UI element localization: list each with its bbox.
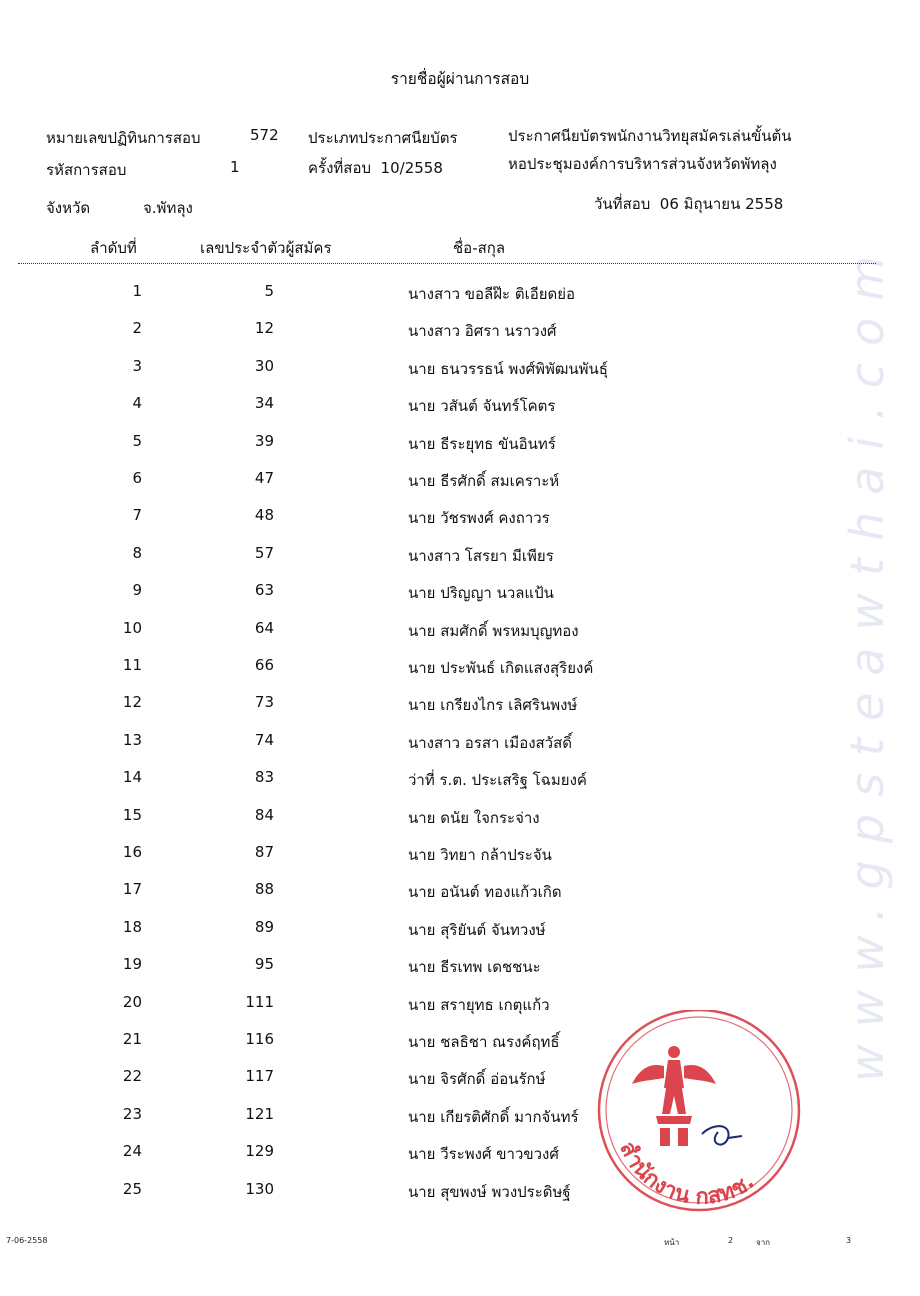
table-row [0,282,920,319]
table-row [0,656,920,693]
candidate-name: นาย ชลธิชา ณรงค์ฤทธิ์ [408,1033,560,1051]
page-total: 3 [846,1236,852,1245]
table-row [0,731,920,768]
table-row [0,357,920,394]
candidate-name: นาย สุขพงษ์ พวงประดิษฐ์ [408,1182,571,1201]
province-label: จังหวัด [46,199,91,217]
candidate-id: 39 [254,431,274,450]
table-row [0,394,920,431]
row-number: 22 [122,1067,142,1086]
candidate-name: นาย ประพันธ์ เกิดแสงสุริยงค์ [408,659,594,677]
row-number: 24 [122,1142,142,1161]
column-header-name: ชื่อ-สกุล [453,239,506,257]
row-number: 11 [122,656,142,674]
exam-round-label: ครั้งที่สอบ [308,159,371,177]
column-header-no: ลำดับที่ [90,239,137,257]
stamp-text: สำนักงาน กสทช. [614,1137,760,1210]
candidate-name: นาย วัชรพงศ์ คงถาวร [408,509,550,528]
row-number: 16 [122,843,142,861]
candidate-name: นาย จิรศักดิ์ อ่อนรักษ์ [408,1070,546,1089]
table-row [0,619,920,656]
exam-round-value: 10/2558 [380,159,443,177]
candidate-name: นาย ปริญญา นวลแป้น [408,584,554,603]
row-number: 8 [132,543,142,562]
candidate-id: 83 [254,768,274,787]
candidate-id: 73 [254,693,274,712]
document-title: รายชื่อผู้ผ่านการสอบ [390,70,530,88]
row-number: 14 [122,768,142,787]
candidate-name: นาย เกียรติศักดิ์ มากจันทร์ [408,1107,579,1126]
row-number: 25 [122,1179,142,1198]
table-row [0,432,920,469]
row-number: 18 [122,917,142,936]
candidate-name: นางสาว โสรยา มีเพียร [408,546,554,565]
table-row [0,581,920,618]
office-seal-stamp [594,1010,804,1220]
row-number: 17 [122,880,142,899]
candidate-id: 95 [254,955,274,974]
garuda-emblem-icon [632,1046,716,1146]
candidate-id: 129 [245,1142,274,1161]
row-number: 21 [122,1030,142,1048]
province-value: จ.พัทลุง [143,199,193,217]
cert-type-value: ประกาศนียบัตรพนักงานวิทยุสมัครเล่นขั้นต้น [508,127,792,145]
table-row [0,806,920,843]
table-row [0,469,920,506]
table-row [0,693,920,730]
exam-date [594,192,783,216]
table-row [0,506,920,543]
candidate-id: 30 [254,356,274,375]
permit-label: หมายเลขปฏิทินการสอบ [46,129,201,147]
row-number: 2 [132,319,142,338]
candidate-id: 117 [245,1067,274,1086]
exam-venue: หอประชุมองค์การบริหารส่วนจังหวัดพัทลุง [508,155,777,173]
candidate-name: นาย ธีรศักดิ์ สมเคราะห์ [408,472,560,490]
candidate-name: นาย สมศักดิ์ พรหมบุญทอง [408,621,579,640]
table-row [0,768,920,805]
row-number: 1 [132,282,142,300]
candidate-name: นาย ธีรเทพ เดชชนะ [408,958,541,977]
row-number: 19 [122,955,142,974]
candidate-id: 34 [254,394,274,413]
table-row [0,319,920,356]
table-row [0,880,920,917]
row-number: 3 [132,356,142,375]
column-header-id: เลขประจำตัวผู้สมัคร [200,239,332,257]
candidate-id: 12 [254,319,274,338]
candidate-id: 87 [254,843,274,861]
candidate-name: นาย วีระพงศ์ ขาวขวงศ์ [408,1145,559,1164]
permit-value: 572 [250,126,279,144]
candidate-name: นางสาว อิศรา นราวงศ์ [408,322,557,341]
exam-date-value: 06 มิถุนายน 2558 [659,195,784,213]
table-row [0,918,920,955]
row-number: 13 [122,730,142,749]
page-of-label: จาก [756,1238,771,1247]
row-number: 4 [132,394,142,413]
candidate-name: นาย อนันต์ ทองแก้วเกิด [408,883,562,902]
candidate-name: นาย สุริยันต์ จันทวงษ์ [408,920,546,939]
header-divider [18,263,876,264]
row-number: 9 [132,581,142,600]
candidate-name: นาย วสันต์ จันทร์โคตร [408,397,556,416]
watermark-text: www.gpsteawthai.com [840,238,894,1082]
row-number: 5 [132,431,142,450]
candidate-name: นาย วิทยา กล้าประจัน [408,846,552,864]
candidate-id: 48 [254,506,274,525]
candidate-id: 111 [245,992,274,1011]
candidate-id: 64 [254,618,274,637]
row-number: 10 [122,618,142,637]
page-current: 2 [728,1236,734,1245]
candidate-id: 57 [254,543,274,562]
candidate-name: นาย ดนัย ใจกระจ่าง [408,808,540,827]
exam-round [308,156,443,180]
row-number: 7 [132,506,142,525]
candidate-id: 5 [264,282,274,300]
candidate-name: นาย เกรียงไกร เลิศรินพงษ์ [408,696,578,715]
candidate-name: นางสาว อรสา เมืองสวัสดิ์ [408,733,573,752]
cert-type-label: ประเภทประกาศนียบัตร [308,129,458,147]
row-number: 15 [122,805,142,824]
candidate-name: ว่าที่ ร.ต. ประเสริฐ โฉมยงค์ [408,771,587,790]
row-number: 20 [122,992,142,1011]
candidate-id: 121 [245,1104,274,1123]
candidate-id: 88 [254,880,274,899]
exam-date-label: วันที่สอบ [594,195,651,213]
candidate-name: นาย ธีระยุทธ ขันอินทร์ [408,434,556,453]
page-label: หน้า [664,1238,680,1247]
row-number: 6 [132,469,142,487]
table-row [0,955,920,992]
print-date: 7-06-2558 [6,1236,48,1245]
candidate-name: นางสาว ขอลีฝ๊ะ ติเอียดย่อ [408,285,576,303]
exam-code-label: รหัสการสอบ [46,161,127,179]
candidate-name: นาย ธนวรรธน์ พงศ์พิพัฒนพันธุ์ [408,359,608,378]
row-number: 23 [122,1104,142,1123]
exam-code-value: 1 [230,158,240,176]
candidate-id: 63 [254,581,274,600]
row-number: 12 [122,693,142,712]
candidate-id: 89 [254,917,274,936]
candidate-id: 47 [254,469,274,487]
candidate-id: 74 [254,730,274,749]
table-row [0,544,920,581]
candidate-name: นาย สรายุทธ เกตุแก้ว [408,995,550,1014]
candidate-id: 66 [254,656,274,674]
candidate-id: 130 [245,1179,274,1198]
candidate-id: 116 [245,1030,274,1048]
table-row [0,843,920,880]
candidate-id: 84 [254,805,274,824]
